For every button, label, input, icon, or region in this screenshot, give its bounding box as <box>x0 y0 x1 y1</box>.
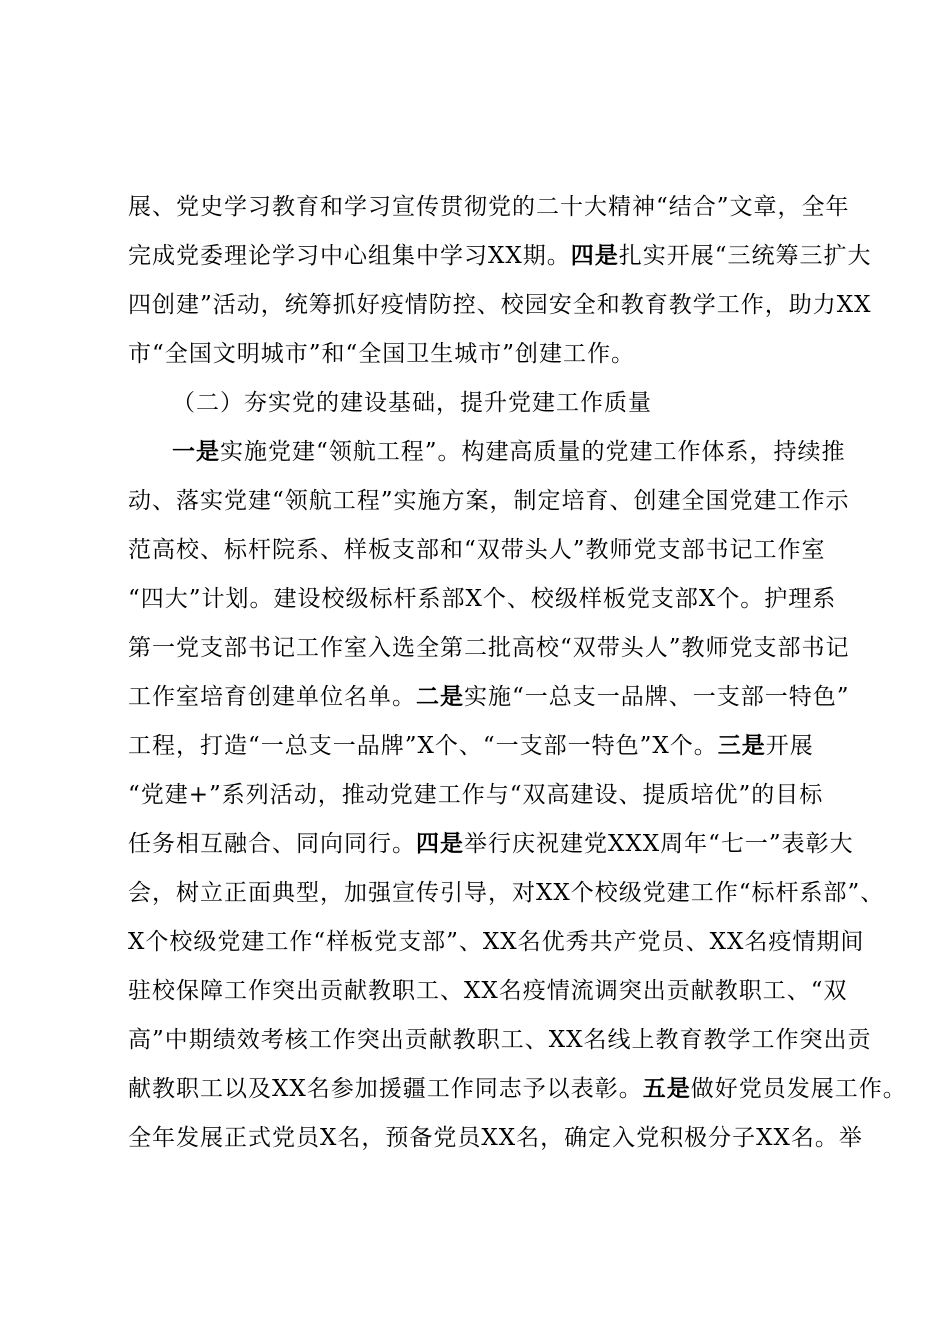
line-text: 完成党委理论学习中心组集中学习XX期。 <box>128 243 571 269</box>
line-text: 工程，打造“一总支一品牌”X个、“一支部一特色”X个。 <box>128 733 718 759</box>
line-text: 实施“一总支一品牌、一支部一特色” <box>464 684 850 710</box>
line-text: 实施党建“领航工程”。构建高质量的党建工作体系，持续推 <box>220 439 846 465</box>
bold-marker: 五是 <box>642 1075 691 1102</box>
line-text: 全年发展正式党员X名，预备党员XX名，确定入党积极分子XX名。举 <box>128 1125 863 1151</box>
line-text: 做好党员发展工作。 <box>690 1076 907 1102</box>
paragraph-line <box>128 629 850 678</box>
line-text: 举行庆祝建党XXX周年“七一”表彰大 <box>464 831 854 857</box>
bold-marker: 一是 <box>172 438 220 465</box>
paragraph-line <box>128 580 837 629</box>
paragraph-line <box>128 972 848 1021</box>
paragraph-line <box>128 1021 872 1070</box>
paragraph-line <box>128 237 872 286</box>
line-text: “四大”计划。建设校级标杆系部X个、校级样板党支部X个。护理系 <box>128 586 837 612</box>
paragraph-line <box>128 1070 907 1119</box>
section-heading-text: （二）夯实党的建设基础，提升党建工作质量 <box>172 390 652 416</box>
paragraph-line <box>128 678 850 727</box>
line-text: 扎实开展“三统筹三扩大 <box>618 243 872 269</box>
paragraph-line <box>128 335 822 384</box>
line-text: 第一党支部书记工作室入选全第二批高校“双带头人”教师党支部书记 <box>128 635 850 661</box>
paragraph-line <box>128 776 822 825</box>
line-text: 献教职工以及XX名参加援疆工作同志予以表彰。 <box>128 1076 643 1102</box>
paragraph-line <box>128 923 865 972</box>
line-text: 四创建”活动，统筹抓好疫情防控、校园安全和教育教学工作，助力XX <box>128 292 872 318</box>
paragraph-line <box>128 727 822 776</box>
paragraph-line <box>128 531 826 580</box>
line-text: 动、落实党建“领航工程”实施方案，制定培育、创建全国党建工作示 <box>128 488 850 514</box>
paragraph-line <box>128 1119 863 1168</box>
paragraph-line <box>128 286 872 335</box>
bold-marker: 四是 <box>570 242 619 269</box>
line-text: X个校级党建工作“样板党支部”、XX名优秀共产党员、XX名疫情期间 <box>128 929 865 955</box>
paragraph-line <box>128 874 885 923</box>
line-text: 任务相互融合、同向同行。 <box>128 831 416 857</box>
line-text: 高”中期绩效考核工作突出贡献教职工、XX名线上教育教学工作突出贡 <box>128 1027 872 1053</box>
line-text: 开展 <box>765 733 814 759</box>
line-text: 范高校、标杆院系、样板支部和“双带头人”教师党支部书记工作室 <box>128 537 826 563</box>
line-text: “党建+”系列活动，推动党建工作与“双高建设、提质培优”的目标 <box>128 782 824 808</box>
paragraph-line <box>128 825 854 874</box>
line-text: 市“全国文明城市”和“全国卫生城市”创建工作。 <box>128 341 636 367</box>
bold-marker: 二是 <box>416 683 464 710</box>
bold-marker: 四是 <box>416 830 464 857</box>
document-body <box>128 188 907 1168</box>
line-text: 展、党史学习教育和学习宣传贯彻党的二十大精神“结合”文章，全年 <box>128 194 850 220</box>
line-text: 工作室培育创建单位名单。 <box>128 684 416 710</box>
paragraph-line <box>128 482 850 531</box>
paragraph-line <box>128 188 850 237</box>
paragraph-line <box>128 433 846 482</box>
section-heading <box>128 384 822 433</box>
bold-marker: 三是 <box>717 732 766 759</box>
line-text: 驻校保障工作突出贡献教职工、XX名疫情流调突出贡献教职工、“双 <box>128 978 848 1004</box>
line-text: 会，树立正面典型，加强宣传引导，对XX个校级党建工作“标杆系部”、 <box>128 880 885 906</box>
